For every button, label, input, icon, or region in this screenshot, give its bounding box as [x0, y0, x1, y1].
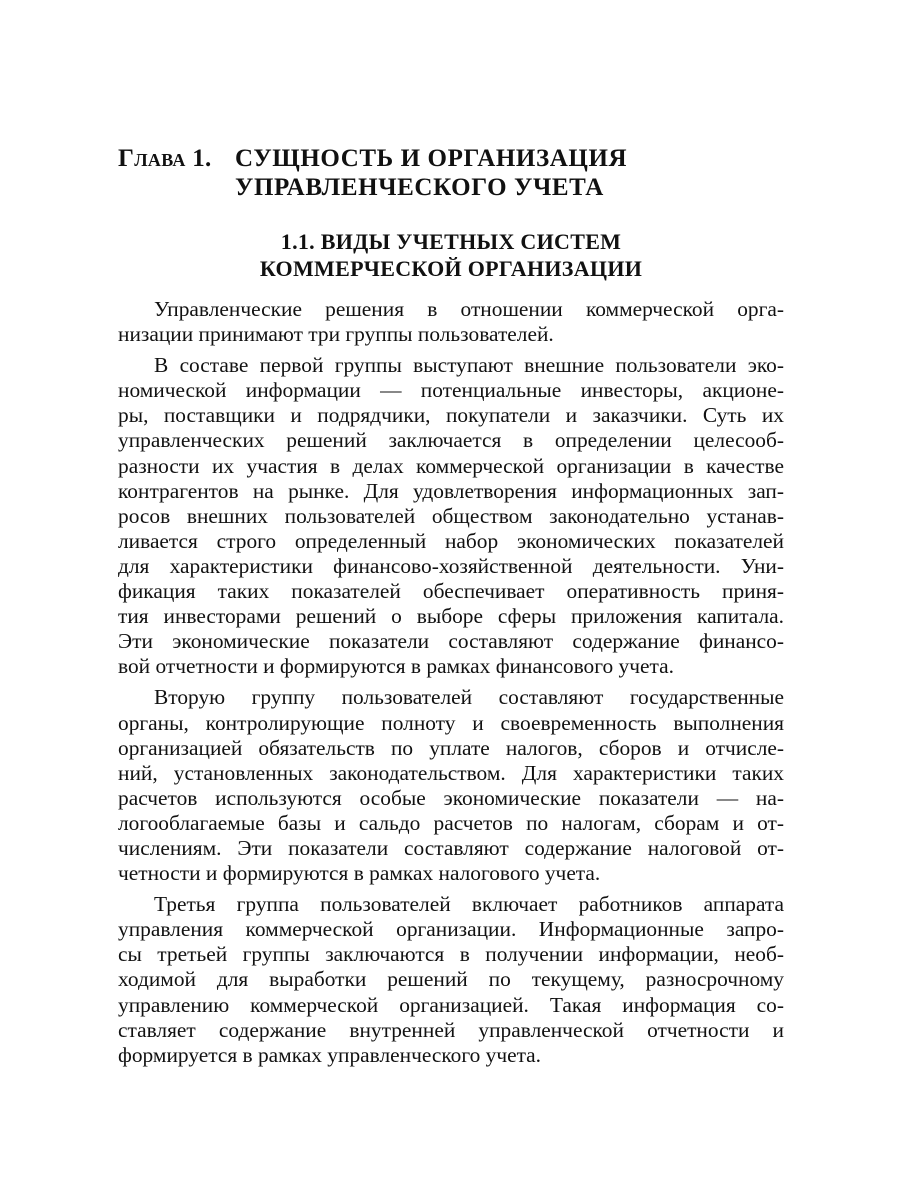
chapter-title-line: СУЩНОСТЬ И ОРГАНИЗАЦИЯ — [235, 145, 628, 172]
text-line: расчетов используются особые экономические показатели — на- — [118, 785, 784, 810]
text-line: вой отчетности и формируются в рамках финансового учета. — [118, 654, 674, 679]
text-line: ры, поставщики и подрядчики, покупатели и заказчики. Суть их — [118, 403, 784, 428]
text-line: управленческих решений заключается в определении целесооб- — [118, 428, 784, 453]
text-line: органы, контролирующие полноту и своевременность выполнения — [118, 710, 784, 735]
text-line: ходимой для выработки решений по текущему, разносрочному — [118, 967, 784, 992]
paragraph — [118, 353, 784, 679]
chapter-label: Глава 1. — [118, 145, 212, 172]
text-line: росов внешних пользователей обществом законодательно устанав- — [118, 503, 784, 528]
text-line: ний, установленных законодательством. Для характеристики таких — [118, 760, 784, 785]
text-line: ливается строго определенный набор экономических показателей — [118, 528, 784, 553]
paragraph — [118, 685, 784, 886]
text-line: Третья группа пользователей включает работников аппарата — [154, 892, 784, 917]
text-line: управлению коммерческой организацией. Такая информация со- — [118, 992, 784, 1017]
text-line: Управленческие решения в отношении коммерческой орга- — [154, 297, 784, 321]
text-line: логооблагаемые базы и сальдо расчетов по налогам, сборам и от- — [118, 810, 784, 835]
section-heading — [118, 228, 784, 282]
text-line: разности их участия в делах коммерческой организации в качестве — [118, 453, 784, 478]
text-line: организацией обязательств по уплате налогов, сборов и отчисле- — [118, 735, 784, 760]
text-line: тия инвесторами решений о выборе сферы приложения капитала. — [118, 604, 784, 629]
text-line: для характеристики финансово-хозяйственной деятельности. Уни- — [118, 553, 784, 578]
text-line: контрагентов на рынке. Для удовлетворения информационных зап- — [118, 478, 784, 503]
chapter-title — [235, 144, 755, 202]
text-line: числениям. Эти показатели составляют содержание налоговой от- — [118, 835, 784, 860]
text-line: сы третьей группы заключаются в получении информации, необ- — [118, 942, 784, 967]
text-line: низации принимают три группы пользователей. — [118, 322, 554, 347]
text-line: формируется в рамках управленческого учета. — [118, 1042, 542, 1067]
text-line: номической информации — потенциальные инвесторы, акционе- — [118, 378, 784, 403]
section-title-line: 1.1. ВИДЫ УЧЕТНЫХ СИСТЕМ — [280, 229, 622, 254]
text-line: Эти экономические показатели составляют содержание финансо- — [118, 629, 784, 654]
text-line: четности и формируются в рамках налогового учета. — [118, 861, 601, 886]
text-line: Вторую группу пользователей составляют государственные — [154, 685, 784, 710]
text-line: фикация таких показателей обеспечивает оперативность приня- — [118, 579, 784, 604]
paragraph — [118, 297, 784, 347]
body-text — [118, 297, 784, 1074]
section-title-line: КОММЕРЧЕСКОЙ ОРГАНИЗАЦИИ — [259, 256, 643, 281]
text-line: ставляет содержание внутренней управленческой отчетности и — [118, 1017, 784, 1042]
paragraph — [118, 892, 784, 1068]
chapter-title-line: УПРАВЛЕНЧЕСКОГО УЧЕТА — [235, 174, 604, 201]
text-line: управления коммерческой организации. Информационные запро- — [118, 917, 784, 942]
text-line: В составе первой группы выступают внешние пользователи эко- — [154, 353, 784, 378]
